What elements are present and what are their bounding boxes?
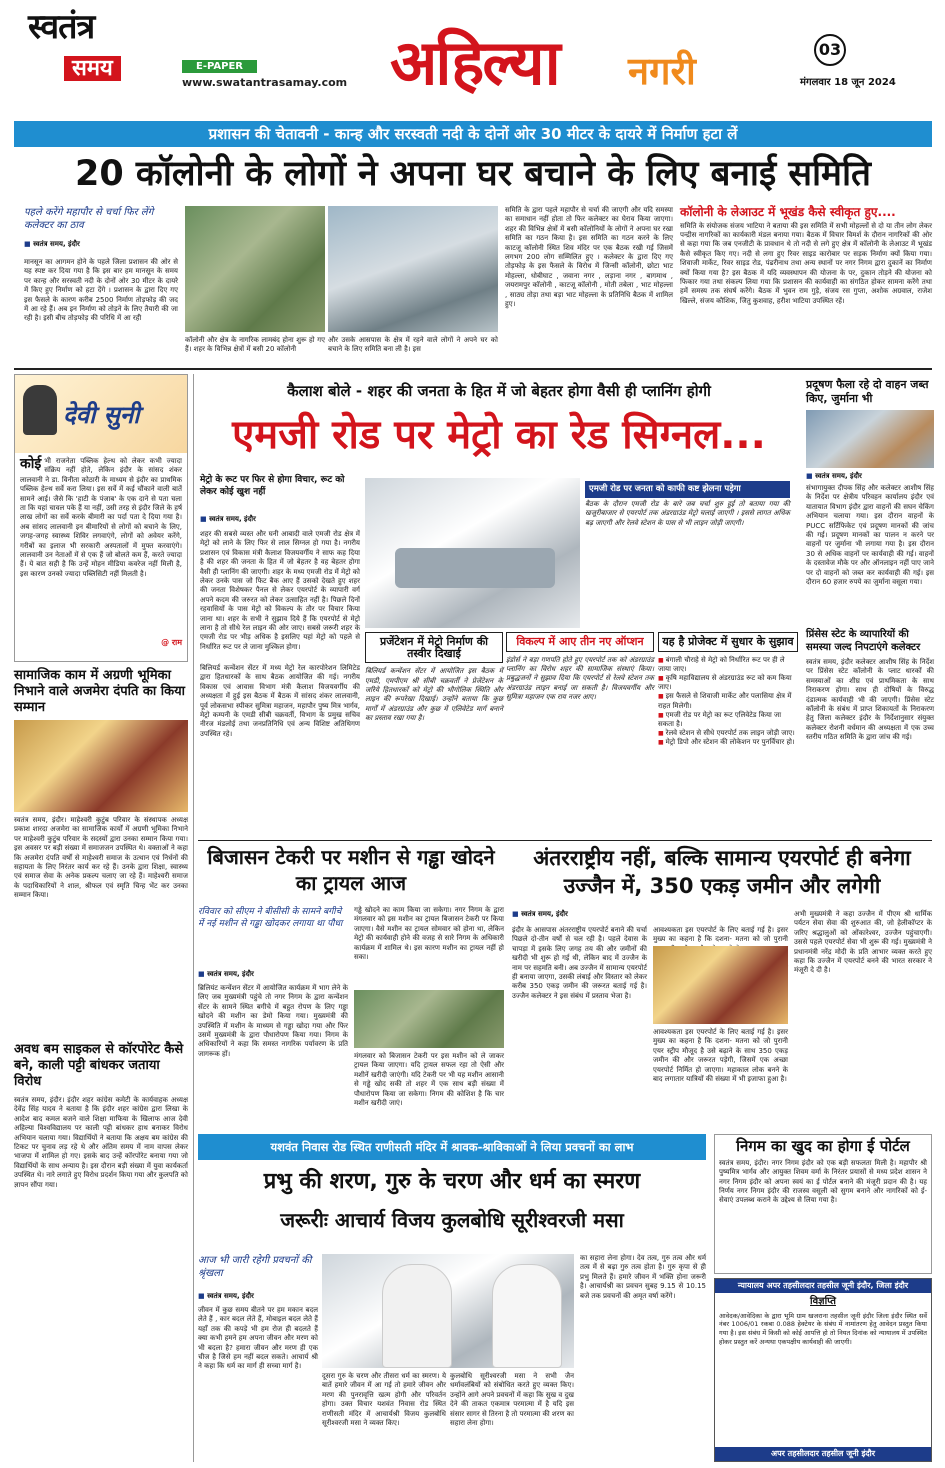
pollution-text2: स्वतंत्र समय, इंदौर कलेक्टर आशीष सिंह के निर्देश पर प्रिंसेस स्टेट कॉलोनी के प्लाट धारकों की समस्याओं का शीघ्र एवं प्राथमिकता के साथ निराकरण होगा। साथ ही दोषियों के विरुद्ध दंडात्मक कार्यवाही भी की जाएगी। प्रिंसेस स्टेट कॉलोनी के संबंध में प्राप्त शिकायतों के निराकरण हेतु जिला कलेक्टर इंदौर के निर्देशानुसार संयुक्त कलेक्टर रोशनी वर्धमान की अध्यक्षता में एक उच्च स्तरीय गठित समिति के द्वारा जांच की गई। — [806, 658, 934, 742]
samajik-story — [14, 668, 188, 1038]
lead-caption-2: और उसके आसपास के क्षेत्र में रहने वाले लोगों ने अपने घर को बचाने के लिए समिति बना ली है। इस — [328, 336, 498, 354]
section-title-right: नगरी — [628, 49, 696, 93]
samajik-photo — [14, 720, 188, 812]
pravachan-byline: ■ स्वतंत्र समय, इंदौर — [198, 1292, 254, 1301]
metro-col1: शहर की सबसे व्यस्त और घनी आबादी वाले एमजी रोड क्षेत्र में मेट्रो को लाने के लिए फिर से लाल सिग्नल हो गया है। नगरीय प्रशासन एवं विकास मंत्री कैलाश विजयवर्गीय ने साफ कह दिया है की शहर की जनता के हित में जो बेहतर है वह बेहतर होगा वैसी ही प्लानिंग की जाएगी। शहर के मध्य एमजी रोड में मेट्रो को लेकर उनके पास जो फिट बैक आए हैं उसको देखते हुए शहर की जनता विशेषकर पैनल से लेकर एयरपोर्ट के व्यापारी वर्ग अपने कदम की जरुरत को लेकर उत्साहित नहीं है। पिछले दिनों रहवासियों के पास मेट्रो को विकल्प के तौर पर विचार किया जाना था। शहर के सभी ने सुझाव दिये हैं कि एयरपोर्ट से मेट्रो लाना है तो सीधे रेल लाइन की ओर जाए। सबसे जरूरी शहर के एमजी रोड पर भीड़ अधिक है इसलिए यहां मेट्रो को पहले से निर्धारित रूट पर ले जाना मुश्किल होगा। — [200, 530, 360, 651]
pravachan-headline-1: प्रभु की शरण, गुरु के चरण और धर्म का स्मरण — [263, 1169, 641, 1194]
left-column-rule — [193, 374, 194, 1462]
swatantra-logo — [28, 7, 158, 102]
metro-box1-text: बिलियर्ड कन्वेंशन सेंटर में आयोजित इस बैठक में एमडी, एमपीएम श्री सीबी चक्रवर्ती ने प्रेजेंटेशन के जरिये हितधारकों को मेट्रो की भौगोलिक स्थिति और लाइन की रूपरेखा दिखाई। उन्होंने बताया कि कुछ मार्गों में अंडरग्राउंड और कुछ में एलिवेटेड मार्ग बनाने का प्रस्ताव रखा गया है। — [365, 667, 503, 723]
logo-bottom: समय — [64, 56, 121, 81]
metro-photo-badge: एमजी रोड पर जनता को काफी कष्ट झेलना पड़ेगा — [585, 481, 790, 498]
bijasan-photo — [354, 990, 504, 1048]
lead-caption-1: कॉलोनी और क्षेत्र के नागरिक लामबंद होना शुरू हो गए हैं। शहर के विभिन्न क्षेत्रों में बसी 20 कॉलोनी — [185, 336, 325, 354]
lead-byline: ■ स्वतंत्र समय, इंदौर — [24, 240, 80, 249]
metro-kicker: कैलाश बोले - शहर की जनता के हित में जो बेहतर होगा वैसी ही प्लानिंग होगी — [287, 382, 711, 400]
devi-suni-label: देवी सुनी — [63, 401, 140, 429]
legal-notice — [714, 1278, 932, 1462]
list-item: ■ बंगाली चौराहे से मेट्रो को निर्धारित रूट पर ही ले जाया जाए। — [658, 656, 798, 674]
devi-suni-banner — [15, 375, 187, 453]
list-item: ■ मेट्रो डिपो और स्टेशन की लोकेशन पर पुनर्विचार हो। — [658, 738, 798, 747]
lead-side-box — [680, 206, 932, 360]
airport-byline: ■ स्वतंत्र समय, इंदौर — [512, 910, 568, 919]
notice-subhead: विज्ञप्ति — [810, 1296, 836, 1308]
pollution-headline: प्रदूषण फैला रहे दो वाहन जब्त किए, जुर्माना भी — [806, 378, 929, 405]
metro-headline: एमजी रोड पर मेट्रो का रेड सिग्नल... — [232, 412, 766, 458]
lead-col1: मानसून का आगमन होने के पहले जिला प्रशासन की ओर से यह स्पष्ट कर दिया गया है कि इस बार हम मानसून के समय पर कान्ह और सरस्वती नदी के दोनों ओर 30 मीटर के दायरे में किए हुए निर्माण को हटा देंगे । प्रशासन के द्वारा दिए गए इस फैसले के कारण करीब 2500 निर्माण तोड़फोड़ की जद में आ रहे हैं। अब इन निर्माण को तोड़ने के लिए तैयारी की जा रही है। इसी बीच तोड़फोड़ की परिधि में आ रही — [24, 258, 178, 323]
metro-box2 — [506, 632, 654, 834]
metro-box1-head: प्रजेंटेशन में मेट्रो निर्माण की तस्वीर दिखाई — [365, 632, 503, 663]
cycle-text: स्वतंत्र समय, इंदौर। इंदौर शहर कांग्रेस कमेटी के कार्यवाहक अध्यक्ष देवेंद्र सिंह यादव ने बताया है कि इंदौर शहर कांग्रेस द्वारा लिखा के आदेश बाद कमल बजने वाले शिक्षा माफिया के खिलाफ आज देवी अहिल्या विश्वविद्यालय पर काली पट्टी बांधकर हाथ बनाकर विरोध अभियान चलाया गया। विद्यार्थियों ने बताया कि अक्षय बम कांग्रेस की टिकट पर चुनाव लड़ रहे थे और अंतिम समय में नाम वापस लेकर भाजपा में शामिल हो गए। इसके बाद उन्हें कॉरपोरेट बनाया गया जो विद्यार्थियों के साथ अन्याय है। इस दौरान बड़ी संख्या में युवा कार्यकर्ता उपस्थित थे। नारे लगाते हुए विरोध प्रदर्शन किया गया और कुलपति को ज्ञापन सौंपा गया। — [14, 1096, 188, 1189]
issue-date: मंगलवार 18 जून 2024 — [800, 77, 896, 88]
page-number: 03 — [814, 34, 846, 66]
metro-col2: बिलियर्ड कन्वेंशन सेंटर में मध्य मेट्रो रेल कारपोरेशन लिमिटेड द्वारा हितधारकों के साथ बैठक आयोजित की गई। नगरीय विकास एवं आवास विभाग मंत्री कैलाश विजयवर्गीय की अध्यक्षता में हुई इस बैठक में बैठक में सांसद शंकर लालवानी, पूर्व लोकसभा स्पीकर सुमित्रा महाजन, महापौर पुष्य मित्र भार्गव, मेट्रो कम्पनी के एमडी सीबी चक्रवर्ती, विभाग के प्रमुख सचिव नीरज मंडलोई तथा जनप्रतिनिधि एवं अन्य विशिष्ट अतिथिगण उपस्थित रहे। — [200, 664, 360, 738]
lead-side-head: कॉलोनी के लेआउट में भूखंड कैसे स्वीकृत हुए.... — [680, 205, 896, 219]
pravachan-col1: जीवन में कुछ समय बीतने पर हम मकान बदल लेते हैं , कार बदल लेते हैं, मोबाइल बदल लेते हैं यहाँ तक की कपड़े भी हम रोज ही बदलते हैं क्या कभी हमने हम अपना जीवन और मरण को भी बदला है? हमारा जीवन और मरण ही एक चीज है जिसे हम नहीं बदल सकते। आचार्य श्री ने कहा कि धर्म का मार्ग ही सच्चा मार्ग है। — [198, 1306, 318, 1371]
airport-col2b: आवश्यकता इस एयरपोर्ट के लिए बताई गई है। इसर मुख्य का कहना है कि दशना- मतना को जो पुरानी एयर स्ट्रीप मौजूद है उसे बढ़ाने के साथ 350 एकड़ जमीन की और जरूरत पड़ेगी, जिसमें एक अच्छा एयरपोर्ट निर्मित हो जाएगा। महाकाल लोक बनने के बाद लगातार यात्रियों की संख्या में भी इजाफा हुआ है। — [653, 1028, 788, 1084]
pravachan-kicker: यशवंत निवास रोड स्थित राणीसती मंदिर में श्रावक-श्राविकाओं ने लिया प्रवचनों का लाभ — [198, 1134, 706, 1160]
pravachan-headline-2: जरूरीः आचार्य विजय कुलबोधि सूरीश्वरजी मसा — [280, 1208, 624, 1232]
list-item: ■ इस फैसले से शिवाजी मार्केट और पलासिया क्षेत्र में राहत मिलेगी। — [658, 692, 798, 710]
bijasan-sub: रविवार को सीएम ने बीसीसी के सामने बगीचे में नई मशीन से गड्ढा खोदकर लगाया था पौधा — [198, 907, 343, 929]
cycle-story — [14, 1042, 188, 1462]
list-item: ■ कृषि महाविद्यालय से अंडरग्राउंड रूट को कम किया जाए। — [658, 674, 798, 692]
cycle-headline: अवध बम साइकल से कॉरपोरेट कैसे बने, काली पट्टी बांधकर जताया विरोध — [14, 1042, 184, 1089]
nigam-story — [714, 1134, 932, 1274]
metro-train — [395, 548, 555, 588]
website-link[interactable]: www.swatantrasamay.com — [182, 76, 348, 89]
metro-sub: मेट्रो के रूट पर फिर से होगा विचार, रूट को लेकर कोई खुश नहीं — [200, 475, 345, 497]
bijasan-byline: ■ स्वतंत्र समय, इंदौर — [198, 970, 254, 979]
metro-photo — [365, 478, 580, 628]
pravachan-sub: आज भी जारी रहेगी प्रवचनों की श्रृंखला — [198, 1255, 312, 1279]
metro-photo-caption: बैठक के दौरान एमजी रोड के बारे जब चर्चा शुरु हुई तो बताया गया की खजूरीबाजार से एयरपोर्ट तक अंडरग्राउंड मेट्रो चलाई जाएगी । इससे लागत अधिक बढ़ जाएगी और रेलवे स्टेशन के पास से भी लाइन जोड़ी जाएगी। — [585, 500, 790, 527]
section-title-left: अहिल्या — [390, 26, 559, 99]
devi-suni-dropcap: कोई — [20, 456, 42, 472]
airport-story — [512, 844, 932, 1124]
lead-sub: पहले करेंगे महापौर से चर्चा फिर लेंगे कलेक्टर का ठाव — [24, 207, 154, 231]
metro-byline: ■ स्वतंत्र समय, इंदौर — [200, 515, 256, 524]
samajik-text: स्वतंत्र समय, इंदौर। माहेश्वरी कुटुंब परिवार के संस्थापक अध्यक्ष प्रकाश शारदा अजमेरा का सामाजिक कार्यों में अग्रणी भूमिका निभाने पर माहेश्वरी कुटुंब परिवार के सदस्यों द्वारा उनका सम्मान किया गया। इस अवसर पर बड़ी संख्या में समाजजन उपस्थित थे। वक्ताओं ने कहा कि अजमेरा दंपति वर्षों से माहेश्वरी समाज के उत्थान एवं निर्धनों की सहायता के लिए निरंतर कार्य कर रहे हैं। उनके द्वारा शिक्षा, स्वास्थ्य एवं समाज सेवा के अनेक प्रकल्प चलाए जा रहे हैं। माहेश्वरी समाज के पदाधिकारियों ने शाल, श्रीफल एवं स्मृति चिन्ह भेंट कर उनका सम्मान किया। — [14, 816, 188, 900]
bijasan-story — [198, 844, 504, 1124]
acharya-figure — [492, 1264, 562, 1368]
masthead — [0, 0, 945, 112]
notice-text: आवेदक/आवेदिका के द्वारा भूमि ग्राम खजराना तहसील जूनी इंदौर जिला इंदौर स्थित सर्वे नंबर 1006/01 रकबा 0.088 हेक्टेयर के संबंध में नामांतरण हेतु आवेदन प्रस्तुत किया गया है। इस संबंध में किसी को कोई आपत्ति हो तो नियत दिनांक को न्यायालय में उपस्थित होकर प्रस्तुत करें अन्यथा एकपक्षीय कार्यवाही की जाएगी। — [719, 1311, 927, 1346]
pollution-story — [806, 378, 934, 836]
pravachan-col4: का सहारा लेना होगा। देव तत्व, गुरु तत्व और धर्म तत्व में से बढ़ा गुरु तत्व होता है। गुरु कृपा से ही प्रभु मिलते हैं। हमारे जीवन में भक्ति होना जरूरी है। आचार्यश्री का प्रवचन सुबह 9.15 से 10.15 बजे तक प्रवचनों की अमृत वर्षा करेंगे। — [580, 1254, 706, 1300]
devi-suni-body — [15, 453, 187, 652]
lead-photo-2 — [328, 206, 498, 332]
airport-col2: आवश्यकता इस एयरपोर्ट के लिए बताई गई है। इसर मुख्य का कहना है कि दशना- मतना को जो पुरानी — [653, 926, 788, 944]
lead-headline: 20 कॉलोनी के लोगों ने अपना घर बचाने के लिए बनाई समिति — [74, 154, 871, 194]
acharya-figure — [382, 1264, 452, 1368]
lead-kicker: प्रशासन की चेतावनी - कान्ह और सरस्वती नदी के दोनों ओर 30 मीटर के दायरे में निर्माण हटा लें — [14, 121, 932, 147]
epaper-badge: E-PAPER — [182, 60, 257, 73]
bijasan-headline: बिजासन टेकरी पर मशीन से गड्ढा खोदने का ट्रायल आज — [207, 845, 495, 895]
notice-sign: अपर तहसीलदार तहसील जूनी इंदौर — [715, 1447, 931, 1461]
bijasan-col2: गड्ढे खोदने का काम किया जा सकेगा। नगर निगम के द्वारा मंगलवार को इस मशीन का ट्रायल बिजासन टेकरी पर किया जाएगा। वैसे मशीन का ट्रायल सोमवार को होना था, लेकिन मेट्रो की कार्यवाही होने की वजह से सारे निगम के अधिकारी कार्यक्रम में शामिल थे। इस कारण मशीन का ट्रायल नहीं हो सका। — [354, 906, 504, 962]
metro-box2-text: इंडोर्स ने बड़ा गणपति होते हुए एयरपोर्ट तक को अंडरग्राउंड प्लानिंग का विरोध शहर की सामाजिक संस्थाएं किया। प्रबुद्धजनों ने सुझाव दिया कि एयरपोर्ट से रेलवे स्टेशन तक अंडरग्राउंड लाइन बनाई जा सकती है। विजयवर्गीय और सुमित्रा महाजन एक राय नजर आए। — [506, 655, 654, 702]
airport-headline-1: अंतरराष्ट्रीय नहीं, बल्कि सामान्य एयरपोर्ट ही बनेगा — [533, 846, 911, 870]
metro-box2-head: विकल्प में आए तीन नए ऑप्शन — [506, 632, 654, 652]
logo-top: स्वतंत्र — [28, 7, 95, 47]
airport-col1: इंदौर के आसपास अंतरराष्ट्रीय एयरपोर्ट बनाने की चर्चा पिछले दो-तीन वर्षों से चल रही है। पहले देवास के चापड़ा में इसके लिए जगह तय की और जमीनों की खरीदी भी शुरू हो गई थी, लेकिन बाद में उज्जैन के नाम पर सहमति बनी। अब उज्जैन में सामान्य एयरपोर्ट ही बनाया जाएगा, उसकी लंबाई और विस्तार को लेकर करीब 350 एकड़ जमीन की जरूरत बताई गई है। उज्जैन कलेक्टर ने इस संबंध में प्रस्ताव भेजा है। — [512, 926, 647, 1000]
list-item: ■ रेलवे स्टेशन से सीधे एयरपोर्ट तक लाइन जोड़ी जाए। — [658, 729, 798, 738]
metro-box3-list — [658, 656, 798, 748]
list-item: ■ एमजी रोड पर मेट्रो का रूट एलिवेटेड किया जा सकता है। — [658, 711, 798, 729]
divider — [14, 368, 932, 370]
pollution-byline: ■ स्वतंत्र समय, इंदौर — [806, 472, 934, 481]
devi-suni-credit: @ राम — [161, 638, 182, 647]
divider — [198, 840, 932, 841]
airport-col3: अभी मुख्यमंत्री ने कहा उज्जैन में पीएम श्री धार्मिक पर्यटन सेवा सेवा की शुरुआत की, जो हेलीकॉप्टर के जरिए श्रद्धालुओं को ओंकारेश्वर, उज्जैन पहुंचाएगी। उससे पहले एयरपोर्ट सेवा भी शुरू की गई। मुख्यमंत्री ने प्रधानमंत्री नरेंद्र मोदी के प्रति आभार व्यक्त करते हुए कहा कि उज्जैन में एयरपोर्ट बनने की भारत सरकार ने मंजूरी दे दी है। — [794, 910, 932, 975]
metro-box3 — [658, 632, 798, 834]
airport-photo — [653, 946, 788, 1024]
pollution-text: संभागायुक्त दीपक सिंह और कलेक्टर आशीष सिंह के निर्देश पर क्षेत्रीय परिवहन कार्यालय इंदौर एवं यातायात विभाग इंदौर द्वारा वाहनों की सघन चेकिंग अभियान चलाया गया। इस दौरान वाहनों के PUCC सर्टिफिकेट एवं प्रदूषण मानकों की जांच की गई। प्रदूषण मानकों का पालन न करने पर वाहनों पर जुर्माना भी लगाया गया है। इस दौरान 30 से अधिक वाहनों पर कार्यवाही की गई। वाहनों के दस्तावेज मौके पर और ऑनलाइन नहीं पाए जाने पर दो वाहनों को जब्त कर कार्यवाही की गई। इस दौरान 60 हजार रुपये का जुर्माना वसूला गया। — [806, 484, 934, 587]
lead-side-text: समिति के संयोजक संजय भाटिया ने बताया की इस समिति में सभी मोहल्लों से दो या तीन लोग लेकर पन्द्रीस नागरिकों का कार्यकारी मंडल बनाया गया। बैठक में विचार विमर्श के दौरान नागरिकों की ओर से कहा गया कि जब एनजीटी के प्रावधान थे तो नदी से लगे हुए क्षेत्र में कॉलोनी के लेआउट में भूखंड कैसे स्वीकृत किए गए। नदी से लगा हुए रिवर साइड कारोबार पर सड़क निर्माण क्यों किया गया। शिवाजी मार्केट, रिवर साइड रोड, पंढरीनाथ तथा अन्य स्थानों पर नगर निगम द्वारा दुकानें का निर्माण क्यों किया गया है? इस बैठक में यदि व्यवस्थापन की योजना के पर, दुकान तोड़ने की योजना को फिकार गया तथा संकल्प लिया गया कि प्रशासन की कार्यवाही का संगठित होकर सामना करेंगे तथा हमें समस्य तक संघर्ष करेंगे। बैठक में भुवन राम गुड़े, संजय रस गुप्ता, अशोक अग्रवाल, राजेश खिल्ले, संजय कौशिक, जितु कुशवाह, हरीश भाटिया उपस्थित रहें। — [680, 221, 932, 305]
bijasan-col3: मंगलवार को बिजासन टेकरी पर इस मशीन को ले जाकर ट्रायल किया जाएगा। यदि ट्रायल सफल रहा तो ऐसी और मशीनें खरीदी जाएंगी। यदि टेकरी पर भी यह मशीन आसानी से गड्ढे खोद सकी तो शहर में एक साथ बड़ी संख्या में पौधारोपण किया जा सकेगा। निगम की कोशिश है कि चार मशीन खरीदी जाएं। — [354, 1052, 504, 1108]
bijasan-col1: ब्रिलियंट कन्वेंशन सेंटर में आयोजित कार्यक्रम में भाग लेने के लिए जब मुख्यमंत्री पहुंचे तो नगर निगम के द्वारा कन्वेंशन सेंटर के सामने स्थित बगीचे में बहुत रोपण के लिए गड्ढा खोदने की मशीन का डेमो किया गया। मुख्यमंत्री की उपस्थिति में मशीन के माध्यम से गड्ढा खोदा गया और फिर उसमें मुख्यमंत्री के द्वारा पौधारोपण किया गया। निगम के अधिकारियों ने कहा कि समस्त नागरिक पर्यावरण के प्रति जागरूक हों। — [198, 984, 348, 1058]
nigam-text: स्वतंत्र समय, इंदौर। नगर निगम इंदौर को एक बड़ी सफलता मिली है। महापौर श्री पुष्यमित्र भार्गव और आयुक्त शिवम वर्मा के निरंतर प्रयासों से मध्य प्रदेश शासन ने नगर निगम इंदौर को अपना स्वयं का ई पोर्टल बनाने की मंजूरी प्रदान की है। यह निर्णय नगर निगम इंदौर की राजस्व वसूली को सुगम बनाने और नागरिकों को ई-सेवाएं उपलब्ध कराने के उद्देश्य से लिया गया है। — [719, 1158, 927, 1205]
lead-col3: समिति के द्वारा पहले महापौर से चर्चा की जाएगी और यदि समस्या का समाधान नहीं होता तो फिर कलेक्टर का घेराव किया जाएगा। शहर की विभिन्न क्षेत्रों में बसी कॉलोनियों के लोगों ने अपना घर रखा समिति का गठन किया है। इस समिति का गठन करने के लिए काटजू कॉलोनी स्थित शिव मंदिर पर एक बैठक रखी गई जिसमें लगभग 200 लोग सम्मिलित हुए । कलेक्टर के द्वारा दिए गए तोड़फोड़ के इस फैसले के विरोध में जिन्सी कॉलोनी, छोटा भाट मोहल्ला, धोबीघाट , जवाना नगर , लड़ाना नगर , बागमाथ , जयरामपुर कॉलोनी , काटजू कॉलोनी , मोती तबेला , भाट मोहल्ला , साठ्य तोड़ा तथा बड़ा भाट मोहल्ला के प्रतिनिधि बैठक में शामिल हुए। — [505, 206, 673, 309]
pravachan-col2: दूसरा गुरु के चरण और तीसरा धर्म का स्मरण। ये बातें हमारे जीवन में आ गई तो हमारे जीवन और मरण की पुनरावृत्ति खत्म होगी और परिवर्तन होगा। उक्त विचार यशवंत निवास रोड स्थित राणीसती मंदिर में आचार्यश्री विजय कुलबोधि सूरीश्वरजी मसा ने व्यक्त किए। — [322, 1372, 446, 1428]
pollution-head2: प्रिंसेस स्टेट के व्यापारियों की समस्या जल्द निपटाएंगे कलेक्टर — [806, 629, 921, 653]
pravachan-photo — [322, 1254, 574, 1368]
lead-photo-1 — [185, 206, 325, 332]
samajik-headline: सामाजिक काम में अग्रणी भूमिका निभाने वाले अजमेरा दंपति का किया सम्मान — [14, 668, 186, 715]
metro-box1 — [365, 632, 503, 834]
metro-box3-head: यह है प्रोजेक्ट में सुधार के सुझाव — [658, 632, 798, 652]
notice-head: न्यायालय अपर तहसीलदार तहसील जूनी इंदौर, जिला इंदौर — [715, 1279, 931, 1293]
pravachan-col3: कुलबोधि सूरीश्वरजी मसा ने सभी जैन धर्मावलंबियों को संबोधित करते हुए व्यक्त किए। उन्होंने आगे अपने प्रवचनों में कहा कि सुख व दुख देने की ताकत एकमात्र परमात्मा में है यदि इस संसार सागर से तिरना है तो परमात्मा की शरण का सहारा लेना होगा। — [450, 1372, 574, 1428]
devi-suni-text: भी राजनेता पब्लिक हेल्थ को लेकर कभी ज्यादा संक्रिय नहीं होते, लेकिन इंदौर के सांसद शंकर लालवानी ने डा. विनीता कोठारी के माध्यम से इंदौर का प्राथमिक पब्लिक हेल्थ सर्वे करा लिया। इस सर्वे में कई चौंकाने वाली बातें सामने आई। जैसे कि 'हाटी के पंजाब' के एक दाने से पता चला ता कि यहां चावल पके हैं या नहीं, उसी तरह से इंदौर जिले के हर्ष लाख लोगों का सर्वे करके बीमारी का पर्दा पता दे दिया गया है। अब सांसद लालवानी इन बीमारियों से लोगों को बचाने के लिए, जगह-जगह स्वास्थ्य शिविर लगवाएंगे, लोगों को अवेयर करेंगे, गरीबों का इलाज भी सरकारी अस्पतालों में मुफ्त करवाएंगे। लालवानी उन नेताओं में से एक हैं जो बोलते कम हैं, करते ज्यादा हैं। ये बात सही है कि उन्हें मोहन मीडिया कवरेज नहीं मिली है, इस कारण उनको ज्यादा पब्लिसिटी नहीं मिलती है। — [20, 457, 182, 578]
detective-icon — [23, 385, 57, 435]
devi-suni-box — [14, 374, 188, 662]
nigam-headline: निगम का खुद का होगा ई पोर्टल — [736, 1137, 910, 1155]
airport-headline-2: उज्जैन में, 350 एकड़ जमीन और लगेगी — [563, 874, 881, 898]
pollution-photo — [806, 410, 934, 468]
